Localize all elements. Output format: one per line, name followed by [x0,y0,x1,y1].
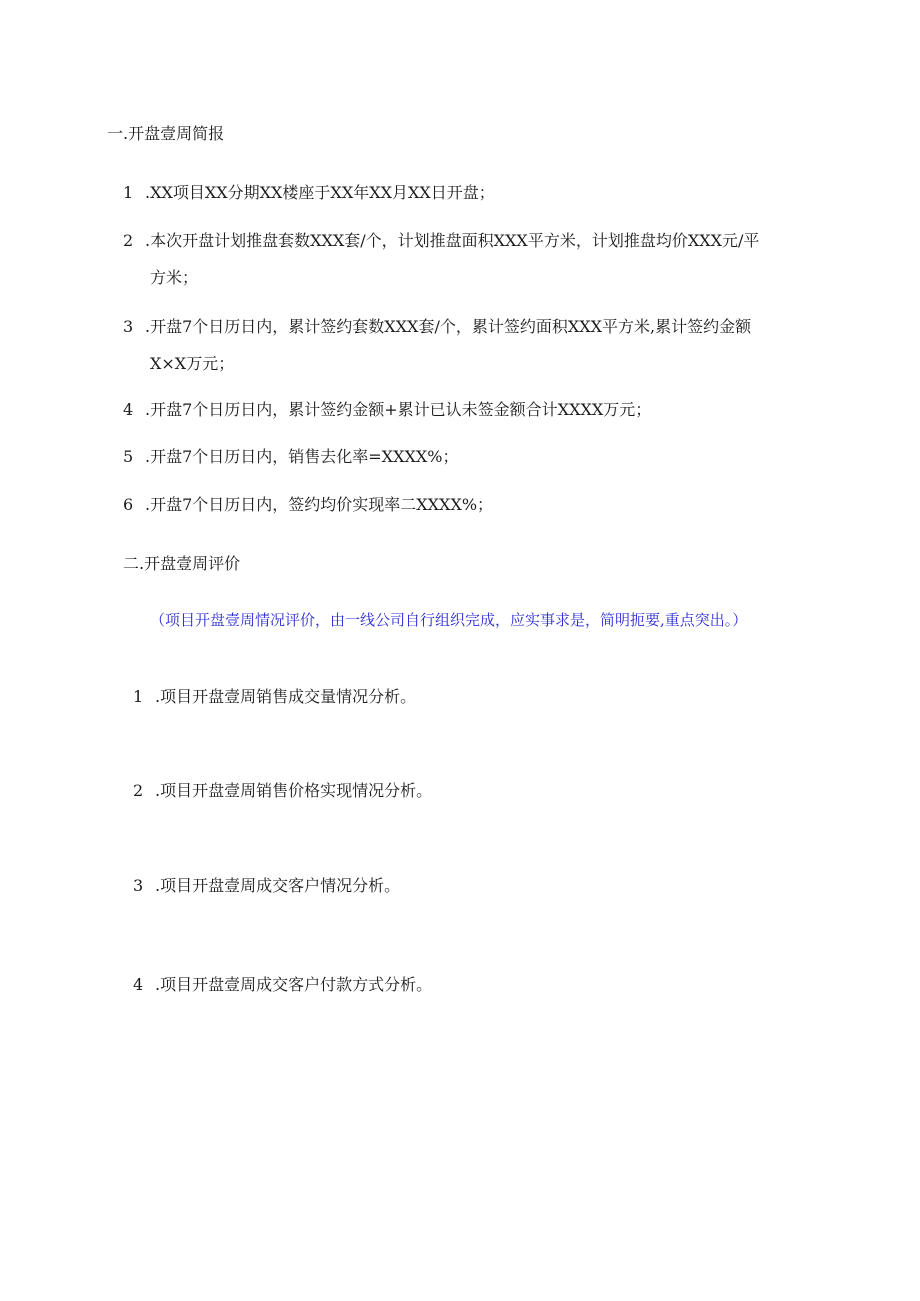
section2-item-4 [133,974,432,996]
section1-item-3 [123,316,751,338]
section2-note: （项目开盘壹周情况评价，由一线公司自行组织完成，应实事求是，简明扼要,重点突出。） [150,611,748,629]
item-text: .项目开盘壹周销售成交量情况分析。 [155,687,417,706]
section2-title: 二.开盘壹周评价 [123,554,241,573]
item-text: .项目开盘壹周成交客户付款方式分析。 [155,975,433,994]
item-text: .项目开盘壹周销售价格实现情况分析。 [155,781,433,800]
section1-item-3-continuation: X×X万元； [150,354,235,373]
item-number: 3 [133,876,144,895]
item-number: 1 [133,687,144,706]
item-number: 5 [123,447,134,466]
item-text: .开盘7个日历日内，累计签约套数XXX套/个，累计签约面积XXX平方米,累计签约金额 [145,317,752,336]
section1-item-2-continuation: 方米； [150,268,199,287]
section1-title: 一.开盘壹周简报 [107,124,225,143]
item-number: 4 [133,975,144,994]
item-number: 3 [123,317,134,336]
section1-item-6 [123,494,493,516]
section1-item-5 [123,446,458,468]
item-number: 2 [133,781,144,800]
item-text: .开盘7个日历日内，累计签约金额+累计已认未签金额合计XXXX万元； [145,400,652,419]
item-number: 2 [123,231,134,250]
section2-item-1 [133,686,416,708]
item-text: .项目开盘壹周成交客户情况分析。 [155,876,401,895]
item-text: .开盘7个日历日内，销售去化率=XXXX%； [145,447,459,466]
section1-item-1 [123,182,495,204]
item-number: 1 [123,183,134,202]
item-text: .本次开盘计划推盘套数XXX套/个，计划推盘面积XXX平方米，计划推盘均价XXX元/平 [145,231,760,250]
item-number: 6 [123,495,134,514]
section2-item-2 [133,780,432,802]
item-number: 4 [123,400,134,419]
section2-item-3 [133,875,400,897]
item-text: .XX项目XX分期XX楼座于XX年XX月XX日开盘； [145,183,495,202]
section1-item-2 [123,230,759,252]
item-text: .开盘7个日历日内，签约均价实现率二XXXX%； [145,495,494,514]
section1-item-4 [123,399,651,421]
